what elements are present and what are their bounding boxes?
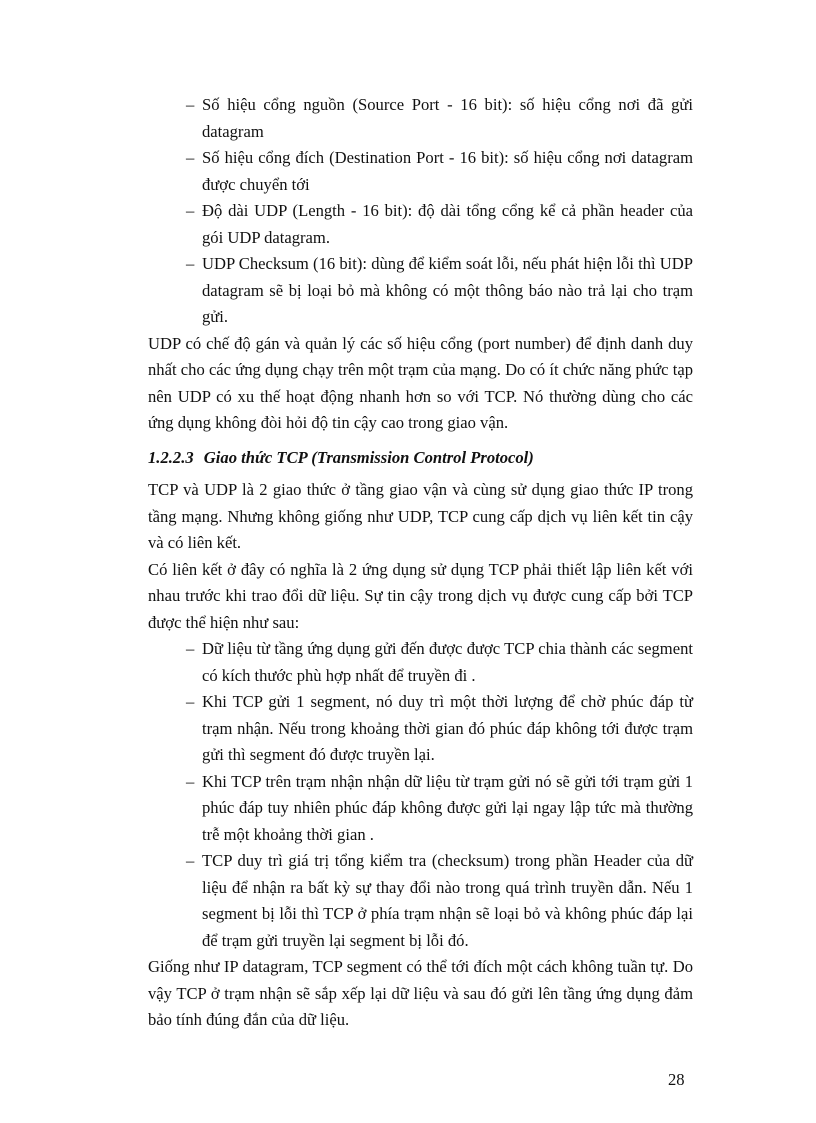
- list-item-text: TCP duy trì giá trị tổng kiểm tra (checksum) trong phần Header của dữ liệu để nhận ra bất kỳ sự thay đổi nào trong quá trình truyền dẫn. Nếu 1 segment bị lỗi thì TCP ở phía trạm nhận sẽ loại bỏ và không phúc đáp lại để trạm gửi truyền lại segment bị lỗi đó.: [202, 851, 693, 950]
- list-item-text: Khi TCP gửi 1 segment, nó duy trì một thời lượng để chờ phúc đáp từ trạm nhận. Nếu trong khoảng thời gian đó phúc đáp không tới được trạm gửi thì segment đó được truyền lại.: [202, 692, 693, 764]
- dash-bullet: –: [186, 771, 195, 791]
- list-item-text: Dữ liệu từ tầng ứng dụng gửi đến được được TCP chia thành các segment có kích thước phù hợp nhất để truyền đi .: [202, 639, 693, 685]
- list-item-text: Độ dài UDP (Length - 16 bit): độ dài tổng cổng kể cả phần header của gói UDP datagram.: [202, 201, 693, 247]
- list-item: [148, 689, 693, 769]
- list-item: [148, 251, 693, 331]
- section-heading: [148, 445, 693, 472]
- list-item: [148, 769, 693, 849]
- list-item-text: Số hiệu cổng đích (Destination Port - 16 bit): số hiệu cổng nơi datagram được chuyển tới: [202, 148, 693, 194]
- list-item: [148, 92, 693, 145]
- dash-bullet: –: [186, 692, 195, 711]
- list-item-text: Số hiệu cổng nguồn (Source Port - 16 bit): số hiệu cổng nơi đã gửi datagram: [202, 95, 693, 141]
- udp-field-list: [148, 92, 693, 331]
- udp-summary-paragraph: UDP có chế độ gán và quản lý các số hiệu cổng (port number) để định danh duy nhất cho các ứng dụng chạy trên một trạm của mạng. Do có ít chức năng phức tạp nên UDP có xu thế hoạt động nhanh hơn so với TCP. Nó thường dùng cho các ứng dụng không đòi hỏi độ tin cậy cao trong giao vận.: [148, 333, 693, 432]
- section-number: 1.2.2.3: [148, 447, 194, 467]
- dash-bullet: –: [186, 851, 195, 870]
- dash-bullet: –: [186, 95, 195, 114]
- tcp-intro-paragraph: TCP và UDP là 2 giao thức ở tầng giao vận và cùng sử dụng giao thức IP trong tầng mạng. Nhưng không giống như UDP, TCP cung cấp dịch vụ liên kết tin cậy và có liên kết.: [148, 480, 693, 552]
- tcp-ordering-paragraph: Giống như IP datagram, TCP segment có thể tới đích một cách không tuần tự. Do vậy TCP ở trạm nhận sẽ sắp xếp lại dữ liệu và sau đó gửi lên tầng ứng dụng đảm bảo tính đúng đắn của dữ liệu.: [148, 957, 693, 1029]
- list-item-text: Khi TCP trên trạm nhận nhận dữ liệu từ trạm gửi nó sẽ gửi tới trạm gửi 1 phúc đáp tuy nhiên phúc đáp không được gửi lại ngay lập tức mà thường trễ một khoảng thời gian .: [202, 771, 693, 844]
- tcp-connection-paragraph: Có liên kết ở đây có nghĩa là 2 ứng dụng sử dụng TCP phải thiết lập liên kết với nhau trước khi trao đổi dữ liệu. Sự tin cậy trong dịch vụ được cung cấp bởi TCP được thể hiện như sau:: [148, 559, 693, 632]
- list-item: [148, 145, 693, 198]
- list-item-text: UDP Checksum (16 bit): dùng để kiểm soát lỗi, nếu phát hiện lỗi thì UDP datagram sẽ bị loại bỏ mà không có một thông báo nào trả lại cho trạm gửi.: [202, 254, 693, 326]
- page-number: 28: [668, 1070, 685, 1089]
- dash-bullet: –: [186, 148, 195, 167]
- dash-bullet: –: [186, 254, 195, 273]
- tcp-reliability-list: [148, 636, 693, 954]
- document-page: [148, 92, 693, 1034]
- dash-bullet: –: [186, 201, 195, 220]
- section-title: Giao thức TCP (Transmission Control Protocol): [203, 447, 534, 467]
- dash-bullet: –: [186, 639, 195, 658]
- list-item: [148, 848, 693, 954]
- list-item: [148, 636, 693, 689]
- list-item: [148, 198, 693, 251]
